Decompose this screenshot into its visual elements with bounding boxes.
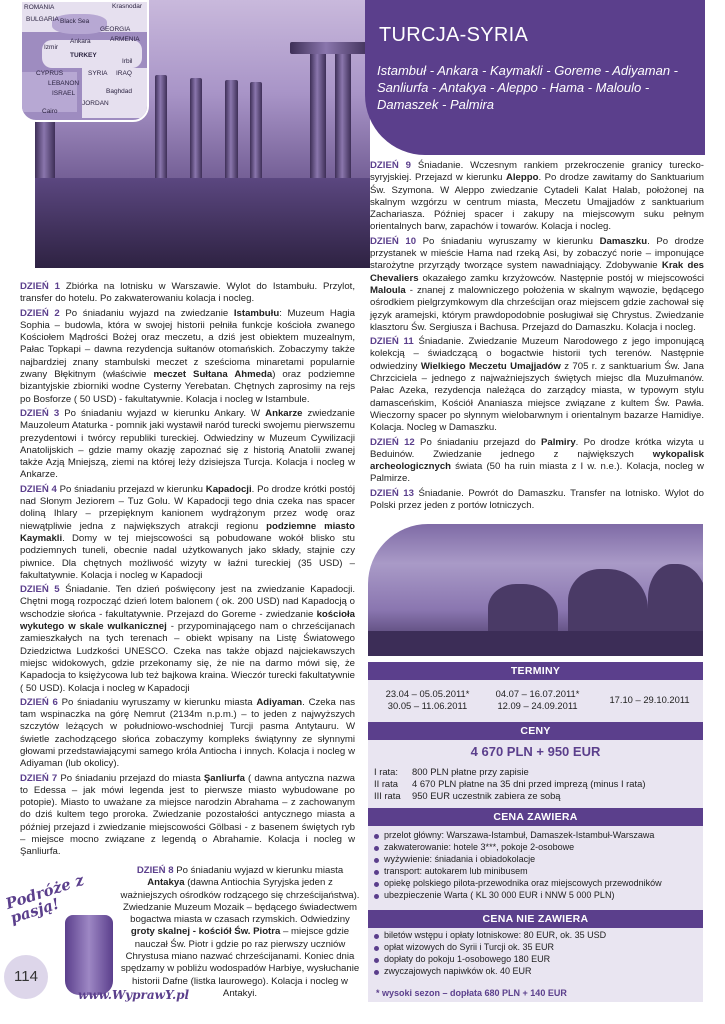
day-text: Po śniadaniu przejazd do miasta bbox=[57, 772, 204, 784]
highlight: Maloula bbox=[370, 284, 406, 296]
day-text: Po śniadaniu wyjazd w kierunku miasta bbox=[173, 865, 344, 876]
list-item: zwyczajowych napiwków ok. 40 EUR bbox=[372, 966, 700, 978]
day-3 bbox=[20, 408, 355, 482]
day-13 bbox=[370, 488, 704, 513]
day-text: Śniadanie. Wczesnym rankiem przekroczenie granicy turecko-syryjskiej. Przejazd w kierunku bbox=[370, 160, 704, 184]
list-item: opiekę polskiego pilota-przewodnika oraz miejscowych przewodników bbox=[372, 878, 700, 890]
day-text: z 705 r. z sanktuarium Św. Jana Chrzciciela – jednego z najważniejszych świętych miejsc dla Muzułmanów. Pałac Azeka, rezydencja należąca do zarządcy miasta, w typowym stylu damasceńskim, Kościół Ananiasza miejsce związane z kultem Św. Pawła. Wieczorny spacer po słynnym wielobarwnym i orientalnym bazarze Hamidiye. Kolacja. Nocleg w Damaszku. bbox=[370, 360, 704, 434]
map-label: LEBANON bbox=[48, 80, 80, 87]
day-label: DZIEŃ 10 bbox=[370, 235, 417, 247]
day-label: DZIEŃ 4 bbox=[20, 483, 57, 495]
day-text: Po śniadaniu wyruszamy w kierunku bbox=[416, 235, 600, 247]
list-item: opłat wizowych do Syrii i Turcji ok. 35 EUR bbox=[372, 942, 700, 954]
day-text: – miejsce gdzie nauczał Św. Piotr i gdzie po raz pierwszy uczniów Chrystusa miano nazwać chrześcijanami. Koniec dnia spędzamy w pobliżu wodospadów Harbiye, wysłuchanie historii Dafne (listka laurowego). Kolacja i nocleg w Antakyi. bbox=[120, 926, 360, 999]
day-12 bbox=[370, 437, 704, 486]
day-label: DZIEŃ 5 bbox=[20, 584, 60, 596]
day-label: DZIEŃ 2 bbox=[20, 307, 60, 319]
day-text: zwiedzanie Mauzoleum Ataturka - pomnik jaki wystawił naród turecki swojemu pierwszemu prezydentowi i twórcy republiki tureckiej. Odwiedziny w Muzeum Cywilizacji Anatolijskich – gdzie mamy okazję zapoznać się z historią Anatolii zwanej także Azją Mniejszą, ziemi na której leży dzisiejsza Turcja. Kolacja i nocleg w Ankarze. bbox=[20, 407, 355, 481]
date: 30.05 – 11.06.2011 bbox=[387, 700, 468, 711]
day-text: Po śniadaniu wyjazd w kierunku Ankary. W bbox=[59, 407, 266, 419]
day-text: okazałego zamku krzyżowców. Następnie postój w miejscowości bbox=[418, 272, 704, 284]
page-number: 114 bbox=[14, 968, 38, 985]
nie-zawiera-heading: CENA NIE ZAWIERA bbox=[368, 910, 703, 928]
day-text: . Po drodze krótki postój nad Słonym Jeziorem – Tuz Golu. W Kapadocji tego dnia czeka nas spacer doliną Ihlary – przepięknym kanionem wydrążonym przez wodę oraz niewątpliwie jedna z największych atrakcji regionu bbox=[20, 483, 355, 532]
highlight: Wielkiego Meczetu Umajjadów bbox=[420, 360, 561, 372]
page-title: TURCJA-SYRIA bbox=[379, 24, 529, 46]
day-8 bbox=[120, 865, 360, 1000]
date: 17.10 – 29.10.2011 bbox=[609, 694, 690, 705]
highlight: Adiyaman bbox=[256, 696, 303, 708]
map-label: Cairo bbox=[42, 108, 58, 115]
dates-col1 bbox=[375, 688, 480, 712]
highlight: Ankarze bbox=[265, 407, 303, 419]
day-text: . Domy w tej miejscowości są pobudowane wokół blisko stu podziemnych tuneli, obecnie nadal użytkowanych jako składy, stajnie czy piwnice. Dla chętnych możliwość wizyty w łaźni tureckiej (35 USD) – fakultatywnie. Kolacja i nocleg w Kapadocji bbox=[20, 532, 355, 581]
list-item: wyżywienie: śniadania i obiadokolacje bbox=[372, 854, 700, 866]
title-box bbox=[365, 0, 705, 155]
highlight: podziemne miasto Kaymakli bbox=[20, 520, 355, 544]
day-label: DZIEŃ 8 bbox=[136, 865, 174, 876]
day-7 bbox=[20, 773, 355, 859]
day-text: . Po drodze zawitamy do Sanktuarium Św. Szymona. W Aleppo zwiedzanie Cytadeli Kalat Halab, położonej na skalnym wzgórzu w centrum miasta, Meczetu Umajjadów z sanktuarium Zachariasza. Później spacer i zakupy na miejscowym suku pełnym orientalnych barw, zapachów i towarów. Kolacja i nocleg. bbox=[370, 172, 704, 233]
map-label: SYRIA bbox=[88, 70, 108, 77]
map-label: Irbil bbox=[122, 58, 133, 65]
highlight: Istambułu bbox=[233, 307, 280, 319]
itinerary-left-column bbox=[20, 281, 355, 861]
highlight: Damaszku bbox=[599, 235, 648, 247]
drum-icon bbox=[65, 915, 113, 995]
day-10 bbox=[370, 236, 704, 334]
installment-row bbox=[374, 790, 699, 802]
day-text: . Po drodze przystanek w mieście Hama nad rzeką Asi, by zobaczyć norie – imponujące starożytne przyrządy tworzące system nawadniający. Zdobywanie bbox=[370, 235, 704, 272]
day-text: ) oraz podziemne bizantyjskie zbiorniki wodne Cysterny Yerebatan. Chętnych zaprosimy na rejs po Bosforze ( 50 USD) - fakultatywnie. Kolacja i nocleg w Istambule. bbox=[20, 369, 356, 405]
map-label: TURKEY bbox=[70, 52, 97, 59]
day-label: DZIEŃ 6 bbox=[20, 696, 58, 708]
day-6 bbox=[20, 697, 355, 771]
highlight: Aleppo bbox=[505, 172, 539, 184]
map-label: GEORGIA bbox=[100, 26, 131, 33]
day-label: DZIEŃ 9 bbox=[370, 160, 412, 171]
route-subtitle: Istambuł - Ankara - Kaymakli - Goreme - Adiyaman - Sanliurfa - Antakya - Aleppo - Hama - Maloulo - Damaszek - Palmira bbox=[377, 63, 679, 112]
region-map bbox=[20, 0, 149, 122]
day-1 bbox=[20, 281, 355, 306]
day-text: Po śniadaniu przejazd w kierunku bbox=[56, 483, 206, 495]
installment-value: 4 670 PLN płatne na 35 dni przed imprezą (minus I rata) bbox=[412, 778, 646, 789]
installment-value: 950 EUR uczestnik zabiera ze sobą bbox=[412, 790, 561, 801]
day-label: DZIEŃ 11 bbox=[370, 336, 414, 348]
day-text: - przypominającego nam o chrześcijanach zamieszkałych na tych terenach – obiekt wpisany na Listę Światowego Dziedzictwa Ludzkości UNESCO. Czeka nas także objazd najciekawszych miejsc widokowych, gdzie przekonamy się, że nie na darmo mówi się, że Kapadocja to księżycowa lub też bajkowa kraina. Wieczór turecki fakultatywnie ( 50 USD). Kolacja i nocleg w Kapadocji bbox=[20, 621, 356, 694]
website-logo: www.WyprawY.pl bbox=[78, 988, 190, 1002]
day-text: Zbiórka na lotnisku w Warszawie. Wylot do Istambułu. Przylot, transfer do hotelu. Po zakwaterowaniu kolacja i nocleg. bbox=[20, 281, 355, 305]
day-label: DZIEŃ 1 bbox=[20, 281, 60, 292]
map-label: ISRAEL bbox=[52, 90, 76, 97]
day-text: Po śniadaniu wyruszamy w kierunku miasta bbox=[57, 696, 257, 708]
day-2 bbox=[20, 308, 355, 406]
highlight: groty skalnej - kościół Św. Piotra bbox=[130, 926, 281, 938]
dates-col3 bbox=[597, 694, 702, 706]
highlight: meczet Sułtana Ahmeda bbox=[153, 369, 273, 381]
included-list bbox=[372, 830, 700, 901]
day-text: - znanej z malowniczego położenia w skalnym wąwozie, będącego ośrodkiem pielgrzymkowym dla chrześcijan oraz miejscem gdzie zachował się język aramejski, którym prawdopodobnie posługiwał się Chrystus. Zwiedzanie klasztoru Św. Sergiusza i Bachusa. Przejazd do Damaszku. Kolacja i nocleg. bbox=[370, 284, 704, 333]
map-label: Ankara bbox=[70, 38, 91, 45]
day-text: . Po drodze krótka wizyta u Beduinów. Zwiedzanie jednego z największych bbox=[370, 436, 704, 460]
day-text: (dawna Antiochia Syryjska jeden z ważniejszych ośrodków rodzącego się chrześcijaństwa). Zwiedzanie Muzeum Mozaik – będącego świadectwem bogactwa miasta w czasach rzymskich. Odwiedziny bbox=[120, 877, 360, 926]
ceny-heading: CENY bbox=[368, 722, 703, 740]
installments bbox=[374, 766, 699, 802]
itinerary-day8 bbox=[120, 865, 360, 1002]
day-text: Po śniadaniu wyjazd na zwiedzanie bbox=[59, 307, 234, 319]
highlight: Palmiry bbox=[540, 436, 576, 448]
installment-row bbox=[374, 778, 699, 790]
day-11 bbox=[370, 336, 704, 434]
podroze-logo: Podróże z pasją! bbox=[3, 870, 87, 928]
date: 04.07 – 16.07.2011* bbox=[495, 688, 580, 699]
price: 4 670 PLN + 950 EUR bbox=[470, 744, 601, 759]
day-text: świata (50 ha ruin miasta z I w. n.e.). Kolacja, nocleg w Palmirze. bbox=[370, 461, 704, 485]
installment-label: III rata bbox=[374, 790, 401, 801]
camels-photo bbox=[368, 524, 703, 656]
list-item: ubezpieczenie Warta ( KL 30 000 EUR i NNW 5 000 PLN) bbox=[372, 890, 700, 902]
map-label: Izmir bbox=[44, 44, 59, 51]
day-label: DZIEŃ 3 bbox=[20, 407, 60, 419]
list-item: transport: autokarem lub minibusem bbox=[372, 866, 700, 878]
list-item: dopłaty do pokoju 1-osobowego 180 EUR bbox=[372, 954, 700, 966]
map-label: ROMANIA bbox=[24, 4, 55, 11]
excluded-list bbox=[372, 930, 700, 978]
highlight: Antakya bbox=[147, 877, 185, 889]
day-text: Śniadanie. Powrót do Damaszku. Transfer na lotnisko. Wylot do Polski przez jeden z portów lotniczych. bbox=[370, 487, 705, 512]
day-label: DZIEŃ 7 bbox=[20, 772, 58, 784]
terminy-heading: TERMINY bbox=[368, 662, 703, 680]
list-item: zakwaterowanie: hotele 3***, pokoje 2-osobowe bbox=[372, 842, 700, 854]
day-text: ( dawna antyczna nazwa to Edessa – jak mówi legenda jest to pierwsze miasto wybudowane po potopie). Miasto to uważane za miejsce narodzin Abrahama – z zachowanym do dziś kultem tego proroka. Zwiedzanie pozostałości antycznego miasta a później przejazd i zwiedzanie miejscowości Gölbasi - z basenem świętych ryb – miejsce mocno związane z legendą o Abrahamie. Kolacja i nocleg w Şanliurfa. bbox=[20, 772, 355, 858]
map-label: Baghdad bbox=[106, 88, 133, 95]
day-label: DZIEŃ 12 bbox=[370, 436, 415, 448]
highlight: Kapadocji bbox=[205, 483, 252, 495]
installment-row bbox=[374, 766, 699, 778]
dates-col2 bbox=[485, 688, 590, 712]
day-text: . Czeka nas tam wspinaczka na górę Nemrut (2134m n.p.m.) – to jeden z najwyższych szczytów leżących w południowo-wschodniej Turcji pasma Antytauru. W świetle zachodzącego słońca zobaczymy kompleks świątynny ze słynnymi głowami przedstawiającymi samego króla Antiocha i innych. Kolacja i nocleg w Adiyaman (lub okolicy). bbox=[20, 696, 355, 770]
day-text: Po śniadaniu przejazd do bbox=[414, 436, 541, 448]
list-item: przelot główny: Warszawa-Istambuł, Damaszek-Istambuł-Warszawa bbox=[372, 830, 700, 842]
day-4 bbox=[20, 484, 355, 582]
map-label: IRAQ bbox=[116, 70, 132, 77]
highlight: Krak des Chevaliers bbox=[370, 260, 704, 284]
map-label: ARMENIA bbox=[110, 36, 140, 43]
date: 12.09 – 24.09.2011 bbox=[497, 700, 578, 711]
day-5 bbox=[20, 584, 355, 695]
highlight: wykopalisk archeologicznych bbox=[370, 448, 704, 473]
installment-label: I rata: bbox=[374, 766, 398, 777]
zawiera-heading: CENA ZAWIERA bbox=[368, 808, 703, 826]
day-label: DZIEŃ 13 bbox=[370, 487, 414, 499]
day-text: : Muzeum Hagia Sophia – budowla, która w swojej historii pełniła funkcje kościoła zwanego Kościołem Mądrości Bożej oraz meczetu, a dziś jest obiektem muzealnym, Pałac Topkapi – dawna rezydencja sułtanów otomańskich. Zobaczymy także najbardziej znany stambulski meczet z sześcioma minaretami popularnie zwany Błękitnym (właściwie bbox=[20, 307, 355, 381]
day-9 bbox=[370, 160, 704, 234]
list-item: biletów wstępu i opłaty lotniskowe: 80 EUR, ok. 35 USD bbox=[372, 930, 700, 942]
highlight: kościoła wykutego w skale wulkanicznej bbox=[20, 608, 355, 633]
highlight: Şanliurfa bbox=[203, 772, 245, 784]
installment-value: 800 PLN płatne przy zapisie bbox=[412, 766, 529, 777]
map-label: CYPRUS bbox=[36, 70, 64, 77]
installment-label: II rata bbox=[374, 778, 398, 789]
map-label: Black Sea bbox=[60, 18, 90, 25]
date: 23.04 – 05.05.2011* bbox=[385, 688, 470, 699]
day-text: Śniadanie. Zwiedzanie Muzeum Narodowego z jego imponującą kolekcją – świadczącą o bogactwie historii tych terenów. Następnie odwiedziny bbox=[370, 336, 705, 372]
map-label: Krasnodar bbox=[112, 3, 142, 10]
day-text: Śniadanie. Ten dzień poświęcony jest na zwiedzanie Kapadocji. Chętni mogą rozpocząć dzień lotem balonem ( ok. 200 USD) nad Kapadocją o wschodzie słońca - fakultatywnie. Przejazd do Goreme - zwiedzanie bbox=[20, 584, 355, 620]
itinerary-right-column bbox=[370, 160, 704, 514]
season-footnote: * wysoki sezon – dopłata 680 PLN + 140 EUR bbox=[376, 988, 567, 998]
map-label: JORDAN bbox=[82, 100, 109, 107]
map-label: BULGARIA bbox=[26, 16, 59, 23]
